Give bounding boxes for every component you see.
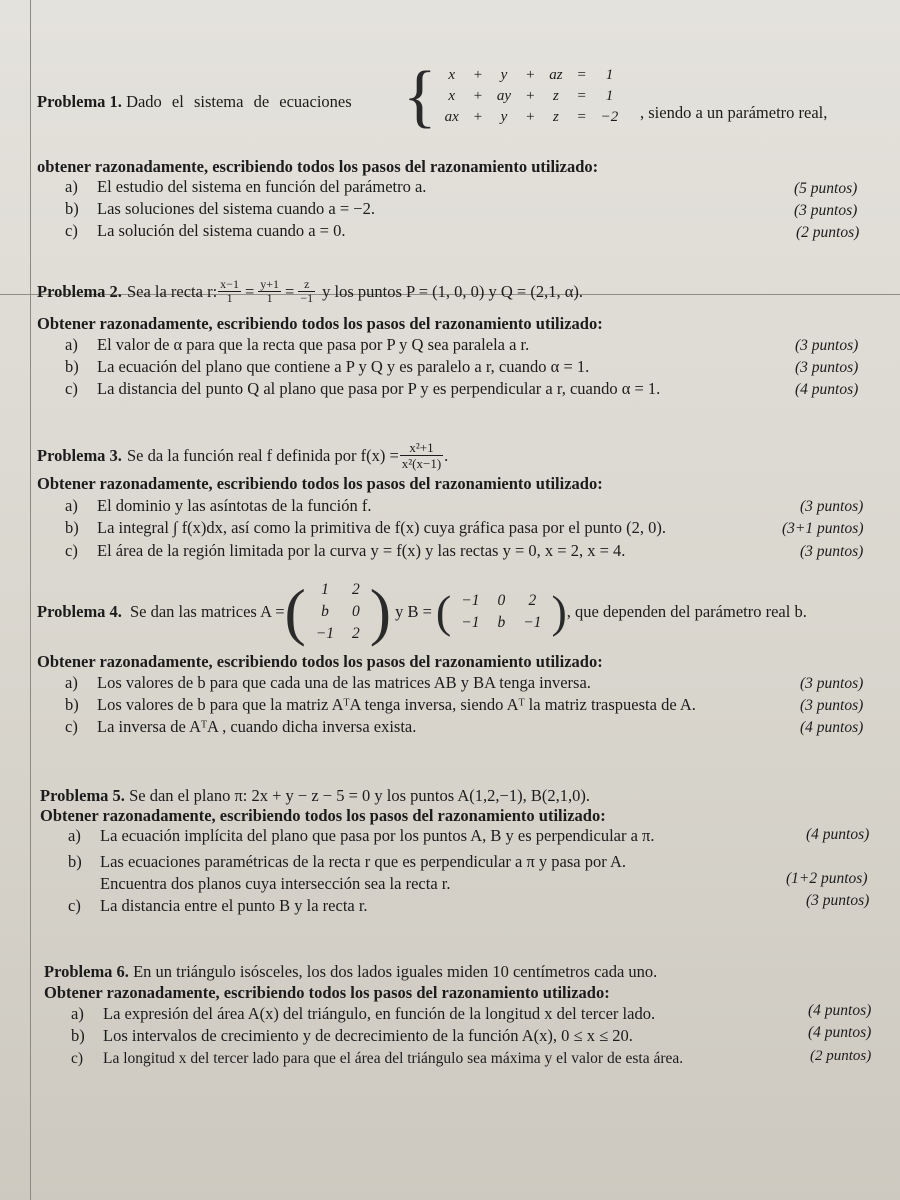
frac-num: y+1: [260, 277, 280, 291]
sys-cell: +: [472, 67, 483, 83]
item-points: (3 puntos): [800, 697, 864, 714]
item-text: La solución del sistema cuando a = 0.: [97, 221, 346, 240]
problem-1-intro: Dado el sistema de ecuaciones: [126, 92, 352, 111]
item-label: b): [65, 518, 79, 537]
sys-cell: +: [472, 88, 483, 104]
sys-cell: =: [576, 88, 587, 104]
matrix-cell: 2: [352, 581, 360, 598]
paren-right: ): [369, 576, 392, 647]
matrix-cell: −1: [315, 625, 335, 642]
matrix-cell: −1: [461, 592, 480, 609]
problem-3-item-c: [65, 541, 625, 561]
item-points: (3+1 puntos): [782, 520, 864, 537]
problem-2-tail: y los puntos P = (1, 0, 0) y Q = (2,1, α).: [322, 281, 583, 301]
frac-den: 1: [266, 291, 273, 305]
problem-5-title-line: [40, 786, 590, 806]
problem-3-tail: .: [444, 445, 449, 465]
function-fraction: [400, 440, 443, 471]
sys-cell: x: [448, 88, 456, 104]
item-points: (3 puntos): [800, 543, 864, 560]
sys-cell: 1: [605, 88, 614, 104]
item-text: La ecuación implícita del plano que pasa por los puntos A, B y es perpendicular a π.: [100, 826, 655, 845]
item-points: (3 puntos): [795, 359, 859, 376]
matrix-cell: 0: [497, 592, 506, 609]
matrix-cell: b: [321, 603, 329, 620]
problem-3-instructions: Obtener razonadamente, escribiendo todos los pasos del razonamiento utilizado:: [37, 474, 603, 493]
matrix-row: [453, 591, 549, 611]
sys-cell: =: [576, 67, 587, 83]
item-points: (4 puntos): [806, 826, 870, 843]
item-points: (2 puntos): [796, 224, 860, 241]
frac-den: −1: [300, 291, 314, 305]
sys-cell: +: [525, 67, 536, 83]
paren-right: ): [551, 586, 567, 637]
item-points: (2 puntos): [810, 1048, 872, 1064]
problem-1-title-line: [37, 92, 352, 112]
item-label: a): [68, 826, 81, 845]
item-text: Las ecuaciones paramétricas de la recta r que es perpendicular a π y pasa por A.: [100, 852, 626, 871]
problem-1-title: Problema 1.: [37, 92, 122, 111]
fraction-z: [298, 278, 315, 305]
system-row-1: [439, 66, 625, 85]
matrix-cell: 2: [352, 625, 360, 642]
problem-6-instructions: Obtener razonadamente, escribiendo todos los pasos del razonamiento utilizado:: [44, 983, 610, 1002]
item-label: b): [65, 695, 79, 714]
frac-num: x²+1: [400, 440, 443, 456]
item-label: a): [65, 335, 78, 354]
item-points: (3 puntos): [800, 675, 864, 692]
sys-cell: =: [576, 109, 587, 125]
item-text: La ecuación del plano que contiene a P y Q y es paralelo a r, cuando α = 1.: [97, 357, 590, 376]
item-label: c): [71, 1050, 84, 1067]
problem-6-item-b: [71, 1026, 633, 1046]
matrix-row: [453, 613, 549, 633]
problem-2-item-a: [65, 335, 529, 355]
problem-6-item-c: [71, 1050, 683, 1068]
item-text: El dominio y las asíntotas de la función f.: [97, 496, 372, 515]
sys-cell: y: [500, 109, 508, 125]
problem-3-intro: Se da la función real f definida por f(x) =: [126, 445, 399, 465]
sys-cell: −2: [600, 109, 619, 125]
item-label: c): [65, 379, 78, 398]
problem-3-title-line: [37, 440, 448, 471]
matrix-row: [308, 580, 368, 600]
item-text: El área de la región limitada por la curva y = f(x) y las rectas y = 0, x = 2, x = 4.: [97, 541, 626, 560]
problem-5-intro: Se dan el plano π: 2x + y − z − 5 = 0 y los puntos A(1,2,−1), B(2,1,0).: [129, 786, 590, 805]
matrix-b-table: [451, 589, 551, 635]
matrix-a: [285, 578, 392, 646]
problem-4-intro: Se dan las matrices A =: [129, 602, 285, 621]
sys-cell: +: [472, 109, 483, 125]
matrix-cell: 0: [352, 603, 360, 620]
sys-cell: 1: [605, 67, 614, 83]
sys-cell: z: [552, 109, 559, 125]
item-label: a): [65, 496, 78, 515]
sys-cell: x: [448, 67, 456, 83]
item-points: (4 puntos): [795, 381, 859, 398]
problem-6-title: Problema 6.: [44, 962, 129, 981]
problem-2-instructions: Obtener razonadamente, escribiendo todos los pasos del razonamiento utilizado:: [37, 314, 603, 333]
problem-5-item-c: [68, 896, 368, 916]
system-brace: {: [403, 57, 437, 135]
matrix-a-table: [306, 578, 370, 646]
system-row-2: [439, 87, 625, 106]
item-label: c): [65, 221, 78, 240]
matrix-cell: b: [497, 614, 506, 631]
frac-num: x−1: [220, 277, 239, 291]
problem-4-title: Problema 4.: [37, 602, 122, 621]
problem-2-intro: Sea la recta r:: [126, 281, 218, 301]
item-points: (4 puntos): [808, 1024, 872, 1041]
sys-cell: y: [500, 67, 508, 83]
problem-4-instructions: Obtener razonadamente, escribiendo todos los pasos del razonamiento utilizado:: [37, 652, 603, 671]
problem-3-item-a: [65, 496, 372, 516]
item-points: (3 puntos): [794, 202, 858, 219]
frac-den: x²(x−1): [401, 456, 442, 471]
problem-5-item-b-line-2: Encuentra dos planos cuya intersección sea la recta r.: [100, 874, 451, 893]
problem-6-title-line: [44, 962, 657, 982]
frac-den: 1: [226, 291, 233, 305]
problem-3-title: Problema 3.: [37, 445, 122, 465]
problem-2-title-line: Problema 2. Sea la recta r: $\frac{x-1}{1}$ = $\frac{y+1}{1}$ = $\frac{z}{-1}$ y los puntos P = (1, 0, 0) y Q = (2,1, α).: [37, 277, 583, 305]
matrix-b: [435, 586, 567, 637]
item-text: Los valores de b para que la matriz AᵀA tenga inversa, siendo Aᵀ la matriz traspuesta de A.: [97, 695, 696, 714]
problem-2-title: Problema 2.: [37, 281, 122, 301]
problem-2-item-b: [65, 357, 589, 377]
paren-left: (: [435, 586, 452, 637]
problem-5-item-a: [68, 826, 655, 846]
item-text: La distancia entre el punto B y la recta r.: [100, 896, 368, 915]
item-label: b): [68, 852, 82, 871]
item-text: Los intervalos de crecimiento y de decrecimiento de la función A(x), 0 ≤ x ≤ 20.: [103, 1026, 633, 1045]
problem-1-tail: , siendo a un parámetro real,: [640, 103, 828, 122]
paren-left: (: [284, 576, 306, 647]
system-row-3: [439, 108, 625, 127]
item-label: a): [65, 177, 78, 196]
problem-6-intro: En un triángulo isósceles, los dos lados iguales miden 10 centímetros cada uno.: [133, 962, 658, 981]
item-label: a): [71, 1004, 84, 1023]
item-points: (3 puntos): [795, 337, 859, 354]
item-text: La distancia del punto Q al plano que pasa por P y es perpendicular a r, cuando α = 1.: [97, 379, 661, 398]
problem-4-mid: y B =: [395, 602, 432, 621]
matrix-row: [308, 624, 368, 644]
matrix-cell: 2: [528, 592, 537, 609]
item-text: La expresión del área A(x) del triángulo, en función de la longitud x del tercer lado.: [103, 1004, 656, 1023]
item-label: b): [71, 1026, 85, 1045]
problem-4-item-a: [65, 673, 591, 693]
problem-4-item-b: [65, 695, 696, 715]
fraction-x: [218, 278, 241, 305]
item-label: a): [65, 673, 78, 692]
frac-num: z: [298, 278, 315, 292]
item-points: (3 puntos): [806, 892, 870, 909]
item-points: (4 puntos): [800, 719, 864, 736]
system-table: [437, 64, 627, 129]
item-text: El valor de α para que la recta que pasa por P y Q sea paralela a r.: [97, 335, 530, 354]
problem-4-tail: , que dependen del parámetro real b.: [566, 602, 807, 621]
problem-1-instructions: obtener razonadamente, escribiendo todos los pasos del razonamiento utilizado:: [37, 157, 599, 176]
problem-4-item-c: [65, 717, 416, 737]
item-points: (5 puntos): [794, 180, 858, 197]
item-text: Las soluciones del sistema cuando a = −2.: [97, 199, 375, 218]
item-points: (1+2 puntos): [786, 870, 868, 887]
item-text: Los valores de b para que cada una de las matrices AB y BA tenga inversa.: [97, 673, 591, 692]
problem-5-item-b: [68, 852, 626, 872]
sys-cell: ay: [496, 88, 512, 104]
sys-cell: z: [552, 88, 559, 104]
matrix-cell: −1: [461, 614, 480, 631]
item-label: c): [65, 717, 78, 736]
matrix-row: [308, 602, 368, 622]
item-label: c): [65, 541, 78, 560]
problem-1-item-b: [65, 199, 375, 219]
problem-5-title: Problema 5.: [40, 786, 125, 805]
matrix-cell: −1: [523, 614, 542, 631]
item-points: (4 puntos): [808, 1002, 872, 1019]
sys-cell: az: [549, 67, 563, 83]
problem-2-item-c: [65, 379, 660, 399]
item-text: El estudio del sistema en función del parámetro a.: [97, 177, 427, 196]
item-text: La longitud x del tercer lado para que el área del triángulo sea máxima y el valor de esta área.: [103, 1050, 684, 1067]
item-text: La integral ∫ f(x)dx, así como la primitiva de f(x) cuya gráfica pasa por el punto (2, 0).: [97, 518, 666, 537]
problem-5-instructions: Obtener razonadamente, escribiendo todos los pasos del razonamiento utilizado:: [40, 806, 606, 825]
problem-1-item-c: [65, 221, 346, 241]
margin-line: [30, 0, 31, 1200]
sys-cell: ax: [444, 109, 459, 125]
item-label: b): [65, 199, 79, 218]
item-points: (3 puntos): [800, 498, 864, 515]
item-label: c): [68, 896, 81, 915]
sys-cell: +: [525, 109, 536, 125]
item-label: b): [65, 357, 79, 376]
problem-3-item-b: [65, 518, 666, 538]
item-text: La inversa de AᵀA , cuando dicha inversa exista.: [97, 717, 417, 736]
equation-system: [403, 57, 626, 135]
problem-6-item-a: [71, 1004, 655, 1024]
matrix-cell: 1: [321, 581, 329, 598]
problem-1-item-a: [65, 177, 426, 197]
sys-cell: +: [525, 88, 536, 104]
problem-4-title-line: [37, 576, 807, 647]
fraction-y: [258, 278, 281, 305]
